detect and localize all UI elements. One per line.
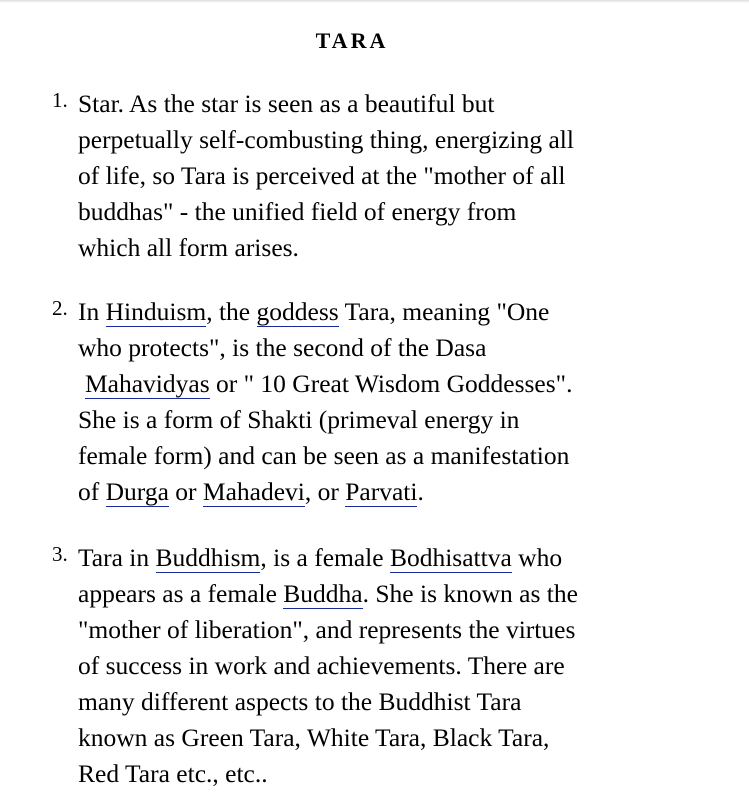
text-line (78, 576, 698, 612)
link-parvati[interactable]: Parvati (345, 477, 418, 506)
text-span: , or (304, 477, 346, 506)
text-span: Tara in (78, 543, 156, 572)
text-line: female form) and can be seen as a manifestation (78, 441, 570, 470)
list-number: 3. (52, 542, 68, 566)
list-item-text (78, 294, 698, 510)
text-span: of (78, 477, 106, 506)
text-line: known as Green Tara, White Tara, Black Tara, (78, 723, 550, 752)
text-line: Star. As the star is seen as a beautiful but (78, 89, 495, 118)
text-line (78, 294, 698, 330)
text-span: or (168, 477, 203, 506)
top-divider (0, 0, 749, 3)
text-span: . She is known as the (362, 579, 578, 608)
list-item-text (78, 86, 698, 266)
text-span: or " 10 Great Wisdom Goddesses". (209, 369, 573, 398)
link-buddhism[interactable]: Buddhism (155, 543, 261, 572)
link-buddha[interactable]: Buddha (283, 579, 363, 608)
text-span: Tara, meaning "One (338, 297, 550, 326)
list-number: 2. (52, 296, 68, 320)
list-item-text (78, 540, 698, 792)
list-number: 1. (52, 88, 68, 112)
text-line: "mother of liberation", and represents the virtues (78, 615, 576, 644)
text-line: buddhas" - the unified field of energy from (78, 197, 517, 226)
text-line: many different aspects to the Buddhist Tara (78, 687, 522, 716)
text-span: . (417, 477, 424, 506)
text-line (78, 366, 698, 402)
text-line: She is a form of Shakti (primeval energy in (78, 405, 520, 434)
text-line (78, 540, 698, 576)
text-line: who protects", is the second of the Dasa (78, 333, 487, 362)
text-span: who (511, 543, 563, 572)
text-line: perpetually self-combusting thing, energizing all (78, 125, 574, 154)
text-line: Red Tara etc., etc.. (78, 759, 268, 788)
link-goddess[interactable]: goddess (256, 297, 339, 326)
link-mahadevi[interactable]: Mahadevi (202, 477, 305, 506)
text-span: , the (206, 297, 257, 326)
text-line: of life, so Tara is perceived at the "mother of all (78, 161, 566, 190)
text-line: of success in work and achievements. There are (78, 651, 565, 680)
link-bodhisattva[interactable]: Bodhisattva (389, 543, 512, 572)
text-span: , is a female (260, 543, 390, 572)
page-title: TARA (315, 28, 389, 53)
text-line: which all form arises. (78, 233, 299, 262)
text-line (78, 474, 698, 510)
text-span: In (78, 297, 106, 326)
link-mahavidyas[interactable]: Mahavidyas (85, 369, 210, 398)
link-durga[interactable]: Durga (105, 477, 169, 506)
text-span: appears as a female (78, 579, 284, 608)
link-hinduism[interactable]: Hinduism (105, 297, 207, 326)
